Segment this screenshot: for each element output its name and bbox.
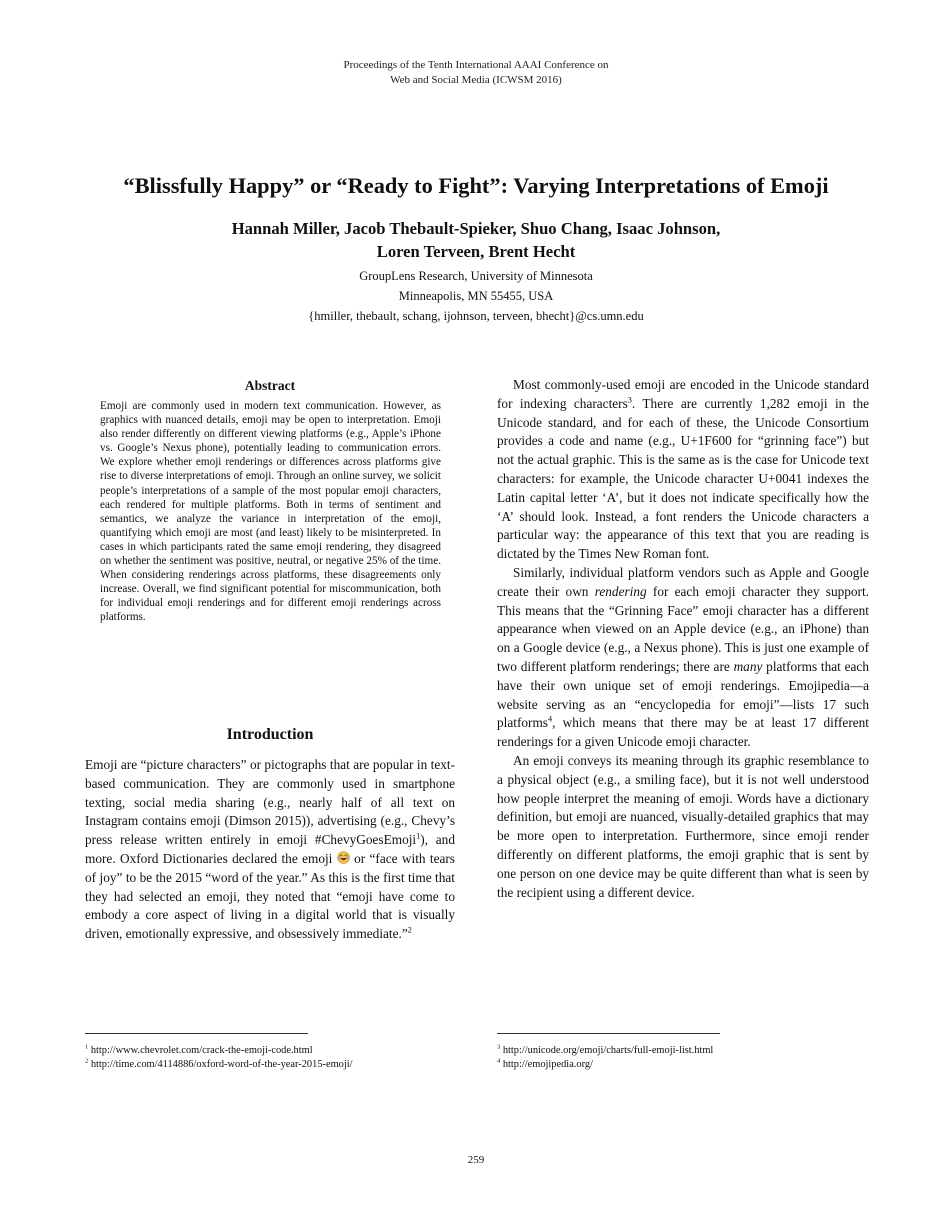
right-p1-text-b: . There are currently 1,282 emoji in the Unicode standard, and for each of these, the Unicode Consortium provides a code and name (e.g., U+1F600 for “grinning face”) but not the actual graphic. This is the same as is the case for Unicode text characters: for example, the Unicode character U+0041 indexes the Latin capital letter ‘A’, but it does not indicate specifically how the ‘A’ should look. Instead, a font renders the Unicode characters a particular way: the appearance of this text that you are reading is dictated by the Times New Roman font. (497, 395, 869, 562)
proceedings-line-2: Web and Social Media (ICWSM 2016) (390, 74, 562, 86)
author-list (0, 217, 952, 263)
abstract-text: Emoji are commonly used in modern text communication. However, as graphics with nuanced details, emoji may be open to interpretation. Emoji also render differently on different viewing platforms (e.g., Apple’s iPhone vs. Google’s Nexus phone), potentially leading to communication errors. We explore whether emoji renderings or differences across platforms give rise to diverse interpretations of emoji. Through an online survey, we solicit people’s interpretations of a sample of the most popular emoji characters, each rendered for multiple platforms. Both in terms of sentiment and semantics, we analyze the variance in interpretation of the emoji, quantifying which emoji are most (and least) likely to be misinterpreted. In cases in which participants rated the same emoji rendering, they disagreed on whether the sentiment was positive, neutral, or negative 25% of the time. When considering renderings across platforms, these disagreements only increase. Overall, we find significant potential for miscommunication, both for individual emoji renderings and for different emoji renderings across platforms. (100, 400, 441, 624)
right-p2-text-b: for each emoji character they support. This means that the “Grinning Face” emoji character has a different appearance when viewed on an Apple device (e.g., an iPhone) than on a Google device (e.g., a Nexus phone). This is just one example of two different platform renderings; there are (497, 583, 870, 674)
right-column-body (497, 376, 869, 902)
footnote-4-link[interactable]: http://emojipedia.org/ (500, 1058, 593, 1070)
introduction-heading: Introduction (226, 726, 314, 743)
footnote-ref-4: 4 (547, 714, 553, 724)
footnote-1-mark: 1 (85, 1043, 89, 1051)
right-p2-emphasis-rendering: rendering (594, 583, 647, 599)
footnotes-right (497, 1044, 877, 1071)
right-p2-text-c: platforms that each have their own unique set of emoji renderings. Emojipedia—a website serving as an “encyclopedia for emoji”—lists 17 such platforms (497, 658, 869, 731)
affiliation-org: GroupLens Research, University of Minnesota (359, 269, 593, 283)
affiliation (0, 266, 952, 326)
footnote-1 (85, 1044, 465, 1058)
right-paragraph-1 (497, 376, 869, 564)
authors-line-2: Loren Terveen, Brent Hecht (376, 242, 576, 261)
footnote-3 (497, 1044, 877, 1058)
footnote-3-mark: 3 (497, 1043, 501, 1051)
right-p2-text-a: Similarly, individual platform vendors such as Apple and Google create their own (497, 564, 869, 599)
footnote-2-link[interactable]: http://time.com/4114886/oxford-word-of-the-year-2015-emoji/ (88, 1058, 353, 1070)
intro-text-a: Emoji are “picture characters” or pictographs that are popular in text-based communication. They are commonly used in smartphone texting, social media sharing (e.g., nearly half of all text on Instagram contains emoji (Dimson 2015)), advertising (e.g., Chevy’s press release written entirely in emoji #ChevyGoesEmoji (85, 757, 455, 848)
abstract-heading: Abstract (244, 378, 296, 393)
right-p2-text-d: , which means that there may be at least 17 different renderings for a given Unicode emoji character. (497, 715, 869, 750)
authors-line-1: Hannah Miller, Jacob Thebault-Spieker, Shuo Chang, Isaac Johnson, (231, 219, 721, 238)
footnote-ref-1: 1 (416, 831, 421, 841)
footnote-4-mark: 4 (497, 1057, 501, 1065)
paper-title: “Blissfully Happy” or “Ready to Fight”: Varying Interpretations of Emoji (123, 173, 829, 198)
footnote-1-link[interactable]: http://www.chevrolet.com/crack-the-emoji-code.html (88, 1045, 313, 1056)
introduction-paragraph (85, 756, 455, 944)
footnote-3-link[interactable]: http://unicode.org/emoji/charts/full-emoji-list.html (500, 1045, 714, 1056)
proceedings-header (0, 58, 952, 88)
face-with-tears-of-joy-icon (337, 851, 350, 864)
page-number: 259 (467, 1154, 485, 1166)
footnote-2 (85, 1058, 465, 1072)
footnote-ref-3: 3 (627, 395, 632, 405)
right-p1-text-a: Most commonly-used emoji are encoded in the Unicode standard for indexing characters (497, 377, 869, 411)
affiliation-emails: {hmiller, thebault, schang, ijohnson, terveen, bhecht}@cs.umn.edu (308, 309, 644, 323)
footnote-2-mark: 2 (85, 1057, 89, 1065)
proceedings-line-1: Proceedings of the Tenth International AAAI Conference on (343, 59, 609, 71)
footnote-rule-right (497, 1033, 720, 1034)
footnote-ref-2: 2 (407, 925, 412, 935)
right-paragraph-3: An emoji conveys its meaning through its graphic resemblance to a physical object (e.g., a smiling face), but it is not well understood how people interpret the meaning of emoji. Words have a dictionary definition, but emoji are nuanced, visually-detailed graphics that may be more open to interpretation. Furthermore, since emoji render differently on different platforms, the emoji graphic that is sent by one person on one device may be quite different than what is seen by the recipient using a different device. (497, 752, 869, 900)
footnote-4 (497, 1058, 877, 1072)
intro-text-b: ), and more. Oxford Dictionaries declared the emoji (85, 832, 455, 866)
right-p2-emphasis-many: many (733, 658, 763, 674)
affiliation-address: Minneapolis, MN 55455, USA (398, 289, 554, 303)
footnotes-left (85, 1044, 465, 1071)
intro-text-c: or “face with tears of joy” to be the 2015 “word of the year.” As this is the first time that they had selected an emoji, they noted that “emoji have come to embody a core aspect of living in a digital world that is visually driven, emotionally expressive, and obsessively immediate.” (85, 850, 455, 942)
right-paragraph-2 (497, 564, 869, 752)
footnote-rule-left (85, 1033, 308, 1034)
